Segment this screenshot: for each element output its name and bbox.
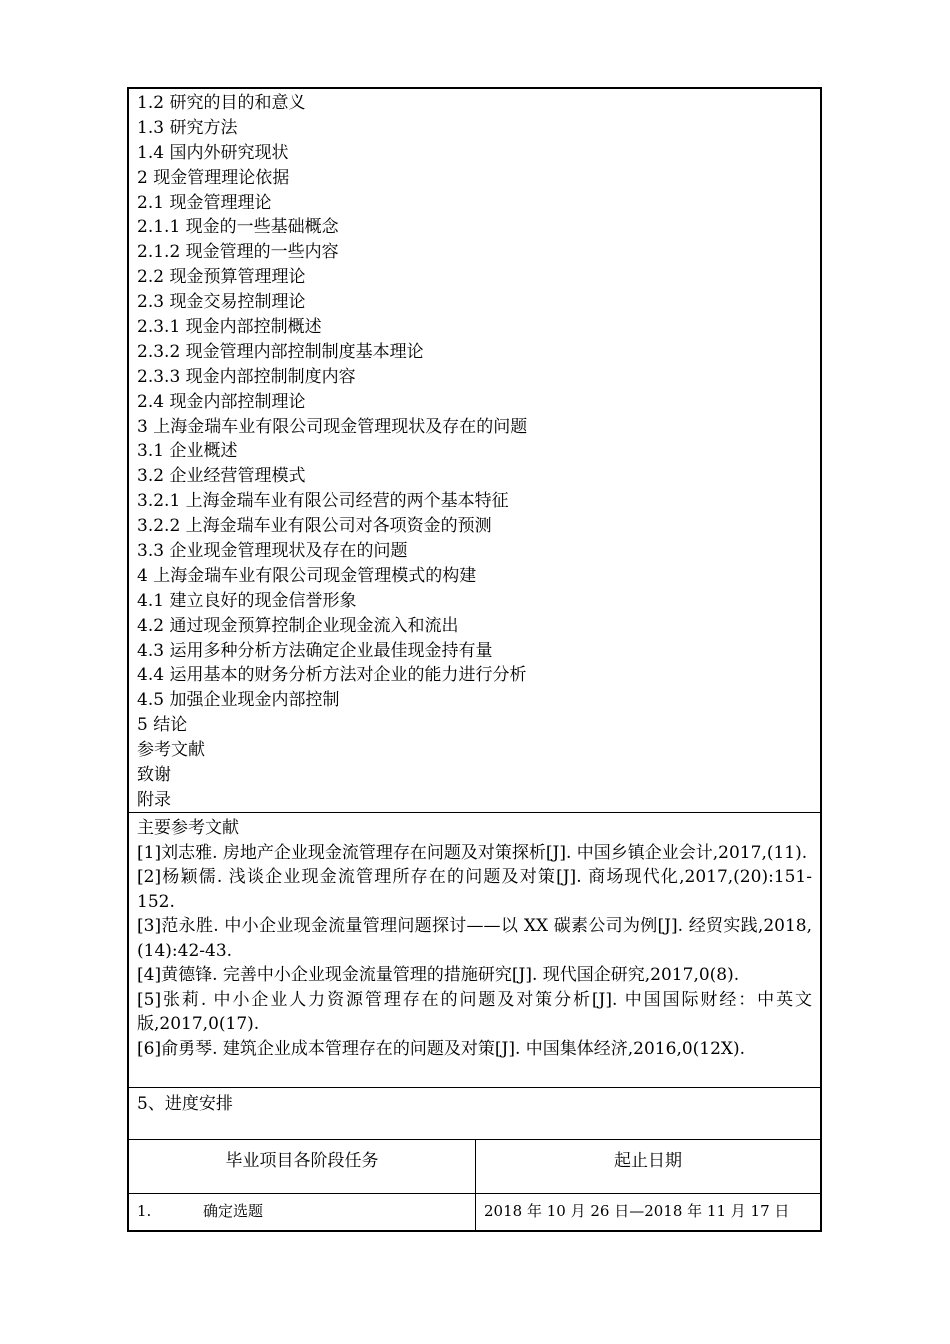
outline-item: 2.3.2 现金管理内部控制制度基本理论 (137, 341, 424, 362)
outline-item: 2.1 现金管理理论 (137, 192, 272, 213)
outline-item: 3 上海金瑞车业有限公司现金管理现状及存在的问题 (137, 416, 528, 437)
outline-item: 1.3 研究方法 (137, 117, 238, 138)
date-cell: 2018 年 10 月 26 日—2018 年 11 月 17 日 (484, 1202, 790, 1220)
outline-item: 参考文献 (137, 740, 205, 761)
reference-item: [5]张莉. 中小企业人力资源管理存在的问题及对策分析[J]. 中国国际财经：中英文版,2017,0(17). (137, 989, 812, 1034)
outline-item: 4.4 运用基本的财务分析方法对企业的能力进行分析 (137, 665, 527, 686)
column-header-task: 毕业项目各阶段任务 (129, 1140, 476, 1193)
table-row (129, 1194, 820, 1230)
thesis-outline (129, 89, 820, 813)
outline-item: 3.2 企业经营管理模式 (137, 466, 306, 487)
reference-item: [6]俞勇琴. 建筑企业成本管理存在的问题及对策[J]. 中国集体经济,2016,0(12X). (137, 1038, 746, 1059)
column-header-date: 起止日期 (614, 1151, 682, 1171)
reference-item: [1]刘志雅. 房地产企业现金流管理存在问题及对策探析[J]. 中国乡镇企业会计,2017,(11). (137, 842, 808, 863)
outline-item: 1.4 国内外研究现状 (137, 142, 289, 163)
outline-item: 2.2 现金预算管理理论 (137, 267, 306, 288)
task-number: 1. (137, 1202, 152, 1220)
task-cell (129, 1194, 476, 1230)
references-section (129, 813, 820, 1088)
outline-item: 4.3 运用多种分析方法确定企业最佳现金持有量 (137, 640, 493, 661)
outline-item: 1.2 研究的目的和意义 (137, 93, 306, 113)
outline-item: 致谢 (137, 765, 171, 786)
outline-item: 4.2 通过现金预算控制企业现金流入和流出 (137, 615, 459, 636)
schedule-table-header (129, 1140, 820, 1194)
outline-item: 4 上海金瑞车业有限公司现金管理模式的构建 (137, 565, 477, 586)
outline-item: 2.1.2 现金管理的一些内容 (137, 242, 339, 263)
reference-item: [2]杨颖儒. 浅谈企业现金流管理所存在的问题及对策[J]. 商场现代化,2017,(20):151-152. (137, 867, 812, 912)
outline-item: 4.5 加强企业现金内部控制 (137, 690, 340, 711)
outline-item: 3.3 企业现金管理现状及存在的问题 (137, 541, 408, 562)
outline-item: 4.1 建立良好的现金信誉形象 (137, 590, 357, 611)
reference-item: [4]黄德锋. 完善中小企业现金流量管理的措施研究[J]. 现代国企研究,2017,0(8). (137, 965, 740, 985)
outline-item: 3.1 企业概述 (137, 441, 238, 462)
task-name: 确定选题 (203, 1202, 264, 1220)
reference-item: [3]范永胜. 中小企业现金流量管理问题探讨——以 XX 碳素公司为例[J]. 经贸实践,2018,(14):42-43. (137, 916, 812, 961)
outline-item: 附录 (137, 789, 171, 810)
document-frame (127, 87, 822, 1232)
outline-item: 2 现金管理理论依据 (137, 167, 290, 188)
outline-item: 2.3.3 现金内部控制制度内容 (137, 366, 356, 387)
references-heading: 主要参考文献 (137, 818, 239, 838)
outline-item: 3.2.2 上海金瑞车业有限公司对各项资金的预测 (137, 516, 492, 537)
progress-heading: 5、进度安排 (129, 1088, 820, 1140)
outline-item: 3.2.1 上海金瑞车业有限公司经营的两个基本特征 (137, 491, 509, 512)
outline-item: 5 结论 (137, 715, 188, 736)
outline-item: 2.3.1 现金内部控制概述 (137, 317, 322, 338)
outline-item: 2.4 现金内部控制理论 (137, 391, 306, 412)
outline-item: 2.1.1 现金的一些基础概念 (137, 217, 339, 238)
outline-item: 2.3 现金交易控制理论 (137, 292, 306, 313)
